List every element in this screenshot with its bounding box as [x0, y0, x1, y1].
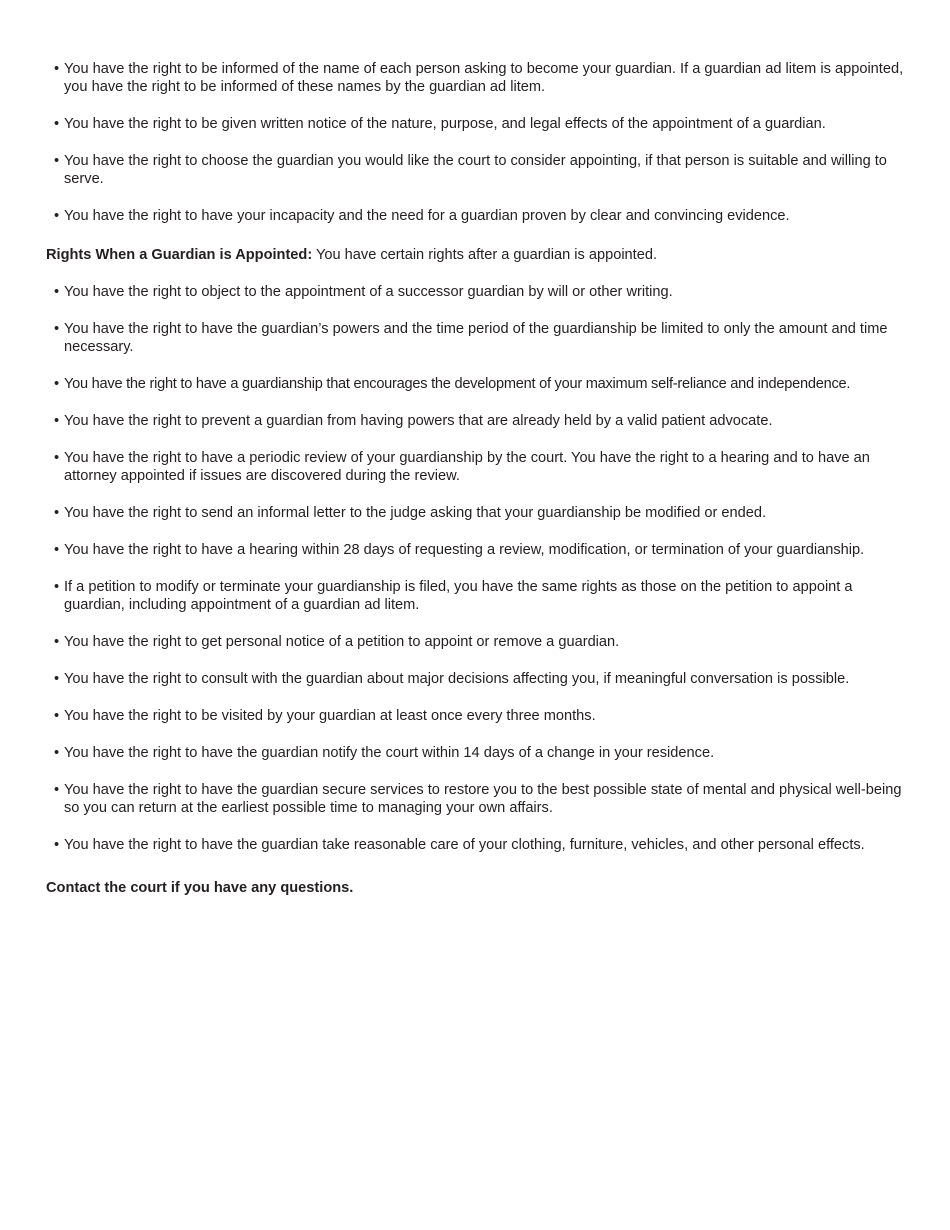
- list-item-text: You have the right to have a hearing within 28 days of requesting a review, modification, or termination of your guardianship.: [64, 542, 865, 558]
- list-item: [0, 707, 950, 725]
- list-item: [0, 633, 950, 651]
- list-item-text: You have the right to have the guardian secure services to restore you to the best possible state of mental and physical well-being so you can return at the earliest possible time to managing your own affairs.: [64, 782, 902, 816]
- list-item: [0, 578, 950, 614]
- rights-before-appointment-list: [0, 60, 950, 244]
- list-item-text: You have the right to send an informal letter to the judge asking that your guardianship be modified or ended.: [64, 505, 767, 521]
- list-item: [0, 781, 950, 817]
- list-item-text: You have the right to object to the appointment of a successor guardian by will or other writing.: [64, 284, 673, 300]
- list-item-text: You have the right to have your incapacity and the need for a guardian proven by clear and convincing evidence.: [64, 208, 790, 224]
- list-item: [0, 60, 950, 96]
- list-item-text: You have the right to prevent a guardian from having powers that are already held by a valid patient advocate.: [64, 413, 773, 429]
- list-item-text: You have the right to have the guardian notify the court within 14 days of a change in your residence.: [64, 745, 715, 761]
- rights-after-appointment-list: [0, 283, 950, 873]
- bullet: •: [54, 376, 60, 392]
- list-item-text: If a petition to modify or terminate your guardianship is filed, you have the same rights as those on the petition to appoint a guardian, including appointment of a guardian ad litem.: [64, 579, 853, 613]
- list-item-text: You have the right to get personal notice of a petition to appoint or remove a guardian.: [64, 634, 620, 650]
- bullet: •: [54, 284, 60, 300]
- bullet: •: [54, 450, 60, 466]
- bullet: •: [54, 782, 60, 798]
- list-item: [0, 115, 950, 133]
- list-item-text: You have the right to be given written notice of the nature, purpose, and legal effects of the appointment of a guardian.: [64, 116, 826, 132]
- closing-note: Contact the court if you have any questions.: [46, 880, 354, 896]
- bullet: •: [54, 837, 60, 853]
- list-item: [0, 670, 950, 688]
- bullet: •: [54, 153, 60, 169]
- list-item-text: You have the right to choose the guardian you would like the court to consider appointing, if that person is suitable and willing to serve.: [64, 153, 887, 187]
- bullet: •: [54, 579, 60, 595]
- bullet: •: [54, 413, 60, 429]
- list-item-text: You have the right to have a periodic review of your guardianship by the court. You have the right to a hearing and to have an attorney appointed if issues are discovered during the review.: [64, 450, 870, 484]
- bullet: •: [54, 745, 60, 761]
- list-item-text: You have the right to have the guardian take reasonable care of your clothing, furniture, vehicles, and other personal effects.: [64, 837, 865, 853]
- bullet: •: [54, 708, 60, 724]
- list-item-text: You have the right to be informed of the name of each person asking to become your guardian. If a guardian ad litem is appointed, you have the right to be informed of these names by the guardian ad litem.: [64, 61, 904, 95]
- list-item: [0, 836, 950, 854]
- list-item: [0, 375, 950, 393]
- section-heading-intro: You have certain rights after a guardian is appointed.: [312, 247, 658, 263]
- bullet: •: [54, 61, 60, 77]
- list-item: [0, 744, 950, 762]
- list-item: [0, 504, 950, 522]
- bullet: •: [54, 505, 60, 521]
- bullet: •: [54, 542, 60, 558]
- list-item: [0, 207, 950, 225]
- section-heading-title: Rights When a Guardian is Appointed:: [46, 247, 313, 263]
- bullet: •: [54, 634, 60, 650]
- list-item: [0, 449, 950, 485]
- bullet: •: [54, 116, 60, 132]
- list-item: [0, 152, 950, 188]
- list-item-text: You have the right to have a guardianship that encourages the development of your maximum self-reliance and independence.: [64, 376, 851, 392]
- list-item-text: You have the right to consult with the guardian about major decisions affecting you, if meaningful conversation is possible.: [64, 671, 850, 687]
- list-item-text: You have the right to have the guardian’s powers and the time period of the guardianship be limited to only the amount and time necessary.: [64, 321, 888, 355]
- list-item: [0, 541, 950, 559]
- bullet: •: [54, 208, 60, 224]
- list-item: [0, 283, 950, 301]
- list-item: [0, 412, 950, 430]
- list-item-text: You have the right to be visited by your guardian at least once every three months.: [64, 708, 596, 724]
- list-item: [0, 320, 950, 356]
- bullet: •: [54, 321, 60, 337]
- bullet: •: [54, 671, 60, 687]
- section-heading: [46, 246, 926, 264]
